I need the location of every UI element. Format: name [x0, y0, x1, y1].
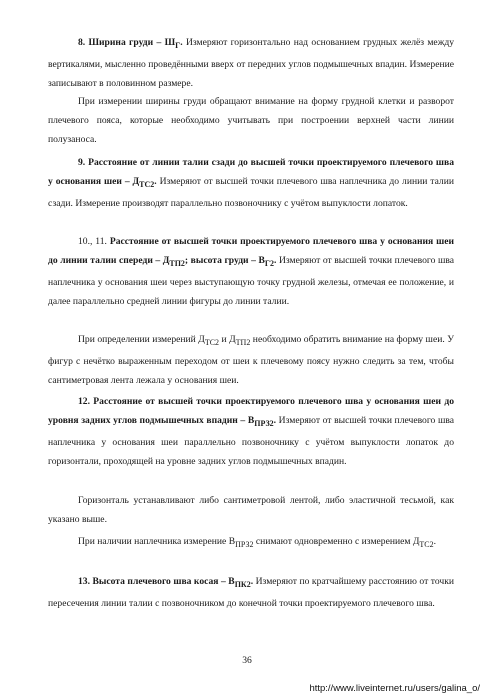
paragraph-chest-width [48, 33, 454, 93]
paragraph-text: Измеряют горизонтально над основанием грудных желёз между вертикалями, мысленно проведёнными вверх от передних углов подмышечных впадин. Измерение записывают в половинном размере. [48, 37, 454, 89]
heading-chest-width: 8. Ширина груди – $Ш_Г$. [78, 37, 183, 50]
page-number: 36 [242, 655, 252, 666]
paragraph-text: Измеряют от высшей точки плечевого шва наплечника у основания шеи через выступающую точку грудной железы, отмечая ее положение, и далее параллельно средней линии фигуры до линии талии. [48, 255, 454, 307]
paragraph-text: Горизонталь устанавливают либо сантиметровой лентой, либо эластичной тесьмой, как указано выше. [48, 495, 454, 525]
paragraph-oblique-shoulder-height [48, 572, 454, 613]
paragraph-back-armpit-height [48, 392, 454, 471]
heading-oblique-shoulder-height: 13. Высота плечевого шва косая – $В_{ПК2}$. [78, 576, 254, 589]
paragraph-front-waist-length: 10., 11. Расстояние от высшей точки проектируемого плечевого шва у основания шеи до линии талии спереди – $Д_{ТП2}$; высота груди – $В_{Г2}$. Измеряют от высшей точки плечевого шва наплечника у основания шеи через выступающую точку грудной железы, отмечая ее положение, и далее параллельно средней линии фигуры до линии талии. [48, 236, 454, 307]
heading-front-waist-length: Расстояние от высшей точки проектируемого плечевого шва у основания шеи до линии талии спереди – $Д_{ТП2}$; высота груди – $В_{Г2}$. [48, 236, 454, 268]
paragraph-text: Измеряют от высшей точки плечевого шва наплечника до линии талии сзади. Измерение производят параллельно позвоночнику с учётом выпуклости лопаток. [48, 176, 454, 209]
heading-back-armpit-height: 12. Расстояние от высшей точки проектируемого плечевого шва у основания шеи до уровня задних углов подмышечных впадин – $В_{ПРЗ2}$. [48, 396, 454, 428]
paragraph-text: Измеряют по кратчайшему расстоянию от точки пересечения линии талии с позвоночником до конечной точки проектируемого плечевого шва. [48, 576, 454, 609]
paragraph-neck-note: При определении измерений $Д_{ТС2}$ и $Д_{ТП2}$ необходимо обратить внимание на форму шеи. У фигур с нечётко выраженным переходом от шеи к плечевому поясу нужно следить за тем, чтобы сантиметровая лента лежала у основания шеи. [48, 334, 454, 386]
paragraph-chest-width-note [48, 92, 454, 149]
footer-url-link[interactable]: http://www.liveinternet.ru/users/galina_o/ [309, 683, 480, 694]
paragraph-text: . [433, 536, 437, 547]
paragraph-horizontal-note [48, 491, 454, 529]
paragraph-text: необходимо обратить внимание на форму шеи. У фигур с нечётко выраженным переходом от шеи к плечевому поясу нужно следить за тем, чтобы сантиметровая лента лежала у основания шеи. [48, 334, 454, 386]
paragraph-text: При измерении ширины груди обращают внимание на форму грудной клетки и разворот плечевого пояса, которые необходимо учитывать при построении верхней части линии полузаноса. [48, 96, 454, 145]
paragraph-shoulder-pad-note: При наличии наплечника измерение $В_{ПРЗ2}$ снимают одновременно с измерением $Д_{ТС2}$. [78, 536, 437, 549]
paragraph-back-waist-length [48, 153, 454, 213]
paragraph-text: Измеряют от высшей точки плечевого шва наплечника у основания шеи параллельно позвоночнику с учётом выпуклости лопаток до горизонтали, проходящей на уровне задних углов подмышечных впадин. [48, 415, 454, 467]
heading-back-waist-length: 9. Расстояние от линии талии сзади до высшей точки проектируемого плечевого шва у основания шеи – $Д_{ТС2}$. [48, 157, 454, 189]
